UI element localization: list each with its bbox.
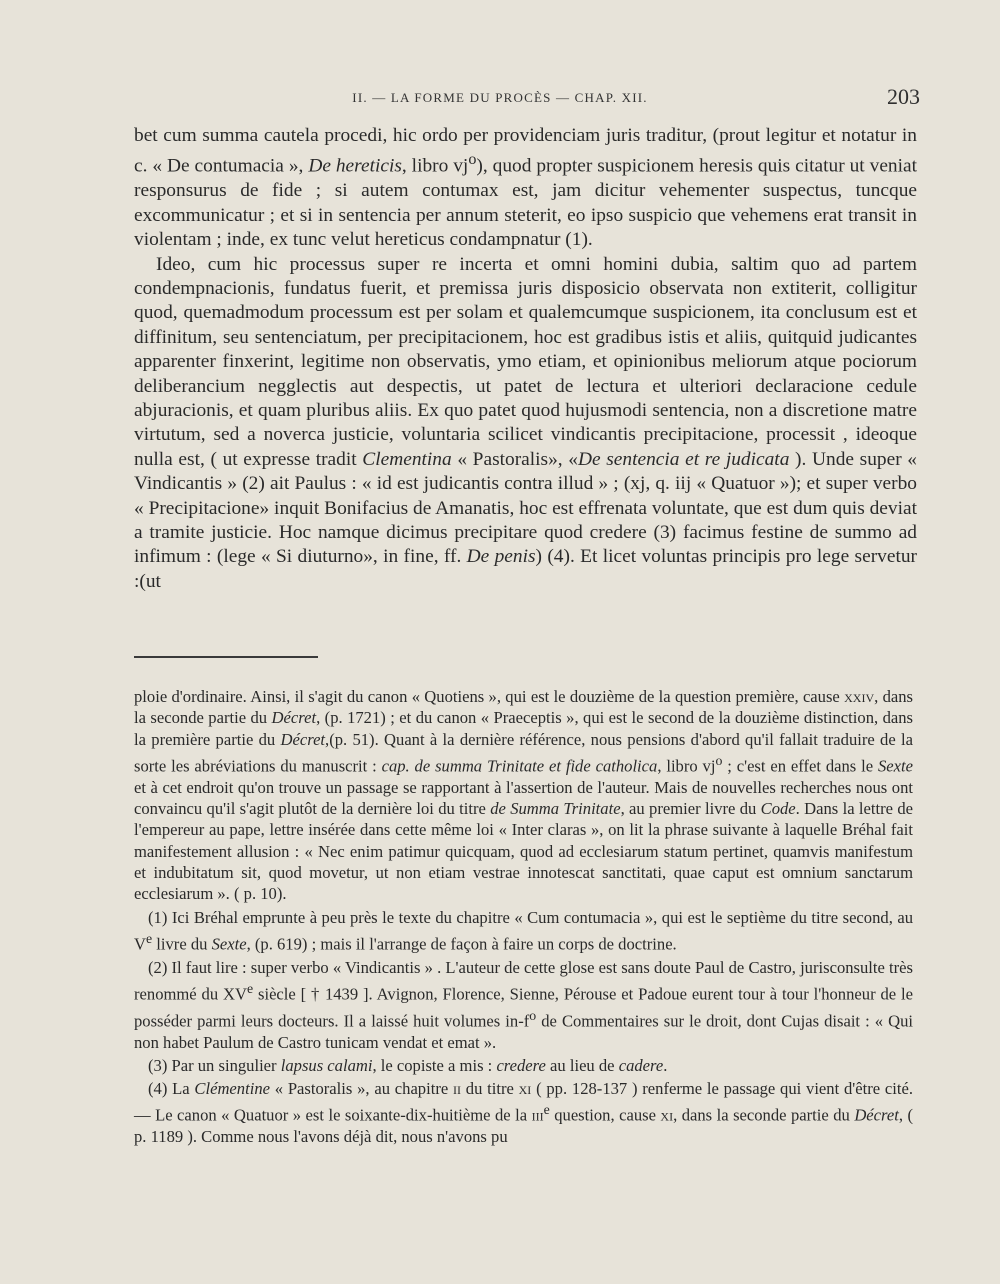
footnote-continuation: ploie d'ordinaire. Ainsi, il s'agit du canon « Quotiens », qui est le douzième de la question première, cause xxiv, dans la seconde partie du Décret, (p. 1721) ; et du canon « Praeceptis », qui est le second de la douzième distinction, dans la première partie du Décret,(p. 51). Quant à la dernière référence, nous pensions d'abord qu'il fallait traduire de la sorte les abréviations du manuscrit : cap. de summa Trinitate et fide catholica, libro $vj^o$ ; c'est en effet dans le Sexte et à cet endroit qu'on trouve un passage se rapportant à l'assertion de l'auteur. Mais de nouvelles recherches nous ont convaincu qu'il s'agit plutôt de la dernière loi du titre de Summa Trinitate, au premier livre du Code. Dans la lettre de l'empereur au pape, lettre insérée dans cette même loi « Inter claras », on lit la phrase suivante à laquelle Bréhal fait manifestement allusion : « Nec enim patimur quicquam, quod ad ecclesiarum statum pertinet, quamvis manifestum et indubitatum sit, quod movetur, ut non etiam vestrae innotescat sanctitati, quae caput est omnium sanctarum ecclesiarum ». ( p. 10).	[134, 687, 913, 904]
running-title: II. — LA FORME DU PROCÈS — CHAP. XII.	[352, 90, 648, 105]
footnote-3: (3) Par un singulier lapsus calami, le copiste a mis : credere au lieu de cadere.	[148, 1055, 668, 1075]
footnote-2: (2) Il faut lire : super verbo « Vindicantis » . L'auteur de cette glose est sans doute Paul de Castro, jurisconsulte très renommé du XVe siècle [ † 1439 ]. Avignon, Florence, Sienne, Pérouse et Padoue eurent tour à tour l'honneur de le posséder parmi leurs docteurs. Il a laissé huit volumes $in-f^o$ de Commentaires sur le droit, dont Cujas disait : « Qui non habet Paulum de Castro tunicam vendat et emat ».	[134, 957, 913, 1052]
footnote-1: (1) Ici Bréhal emprunte à peu près le texte du chapitre « Cum contumacia », qui est le septième du titre second, au Ve livre du Sexte, (p. 619) ; mais il l'arrange de façon à faire un corps de doctrine.	[134, 907, 913, 954]
running-head	[0, 84, 1000, 114]
paragraph-2: Ideo, cum hic processus super re incerta et omni homini dubia, saltim quo ad partem condempnacionis, fundatus fuerit, et premissa juris disposicio observata non extiterit, colligitur quod, quemadmodum processum est per solam et qualemcumque suspicionem, ita conclusum est et diffinitum, seu sentenciatum, per precipitacionem, hoc est gradibus istis et aliis, quitquid judicantes apparenter finxerint, legitime non observatis, ymo etiam, et opinionibus meliorum atque pociorum deliberancium negglectis aut despectis, ut patet de lectura et ulteriori declaracione cedule abjuracionis, et quam pluribus aliis. Ex quo patet quod hujusmodi sentencia, non a discretione matre virtutum, sed a noverca justicie, voluntaria scilicet vindicantis precipitacione, processit , ideoque nulla est, ( ut expresse tradit Clementina « Pastoralis», «De sentencia et re judicata ). Unde super « Vindicantis » (2) ait Paulus : « id est judicantis contra illud » ; (xj, q. iij « Quatuor »); et super verbo « Precipitacione» inquit Bonifacius de Amanatis, hoc est effrenata voluntate, que est dum quis deviat a tramite justicie. Hoc namque dicimus precipitare quod credere (3) facimus festine de summo ad infimum : (lege « Si diuturno», in fine, ff. De penis) (4). Et licet voluntas principis pro lege servetur :(ut	[134, 253, 918, 592]
page-number: 203	[887, 84, 920, 109]
footnote-rule	[134, 656, 318, 658]
paragraph-1: bet cum summa cautela procedi, hic ordo per providenciam juris traditur, (prout legitur et notatur in c. « De contumacia », De hereticis, libro $vj^o$), quod propter suspicionem heresis quis citatur ut veniat responsurus de fide ; si autem contumax est, jam dicitur vehementer suspectus, tuncque excommunicatur ; et si in sentencia per annum steterit, eo ipso suspicio que vehemens erat transit in violentam ; inde, ex tunc velut hereticus condampnatur (1).	[134, 125, 918, 251]
main-text	[134, 124, 917, 594]
footnotes	[134, 686, 913, 1148]
footnote-4: (4) La Clémentine « Pastoralis », au chapitre ii du titre xi ( pp. 128-137 ) renferme le passage qui vient d'être cité. — Le canon « Quatuor » est le soixante-dix-huitième de la iii$^e$ question, cause xi, dans la seconde partie du Décret, ( p. 1189 ). Comme nous l'avons déjà dit, nous n'avons pu	[134, 1079, 914, 1147]
